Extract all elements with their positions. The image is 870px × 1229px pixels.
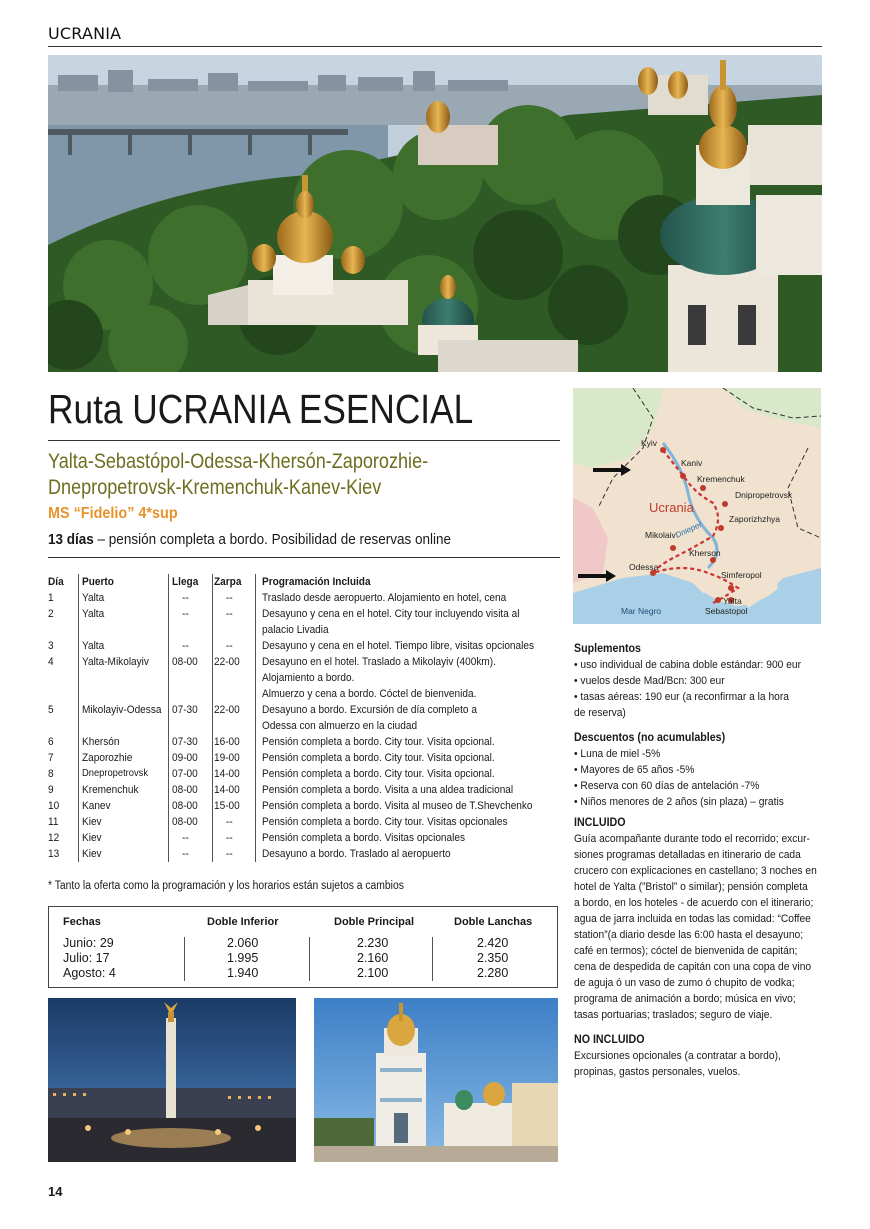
- row-day: 12: [48, 832, 60, 844]
- map-label-kaniv: Kaniv: [681, 458, 703, 468]
- price-divider: [432, 937, 433, 981]
- row-port: Kiev: [82, 832, 102, 844]
- row-port: Kiev: [82, 816, 102, 828]
- row-program: Desayuno y cena en el hotel. City tour incluyendo visita al: [262, 608, 520, 620]
- row-program: Pensión completa a bordo. Visitas opcionales: [262, 832, 466, 844]
- not-included-line: Excursiones opcionales (a contratar a bordo),: [574, 1050, 781, 1062]
- row-depart: --: [226, 608, 233, 620]
- discount-item: • Reserva con 60 días de antelación -7%: [574, 780, 760, 792]
- row-depart: --: [226, 592, 233, 604]
- included-line: station”(a diario desde las 6:00 hasta el desayuno;: [574, 929, 804, 941]
- row-port: Kremenchuk: [82, 784, 139, 796]
- row-day: 11: [48, 816, 59, 828]
- included-title: INCLUIDO: [574, 816, 626, 829]
- discount-item: • Luna de miel -5%: [574, 748, 661, 760]
- row-program: Pensión completa a bordo. City tour. Visitas opcionales: [262, 816, 508, 828]
- price-divider: [184, 937, 185, 981]
- table-row: [48, 814, 560, 830]
- duration-days: 13 días: [48, 531, 94, 548]
- map-label-sea: Mar Negro: [621, 606, 662, 616]
- map-label-yalta: Yalta: [723, 596, 742, 606]
- row-depart: 22-00: [214, 656, 240, 668]
- row-arrive: 08-00: [172, 800, 198, 812]
- table-row: [48, 766, 560, 782]
- table-row: [48, 782, 560, 798]
- row-day: 1: [48, 592, 54, 604]
- included-line: de aguja ó un vaso de zumo ó chupito de vodka;: [574, 977, 795, 989]
- included-line: tasas portuarias; traslados; seguro de viaje.: [574, 1009, 773, 1021]
- row-day: 5: [48, 704, 54, 716]
- price-header-lanchas: Doble Lanchas: [454, 916, 533, 928]
- row-port: Mikolayiv-Odessa: [82, 704, 162, 716]
- section-rule: [48, 46, 822, 47]
- price-value: 2.350: [477, 951, 509, 965]
- included-line: a bordo, en los hoteles - de acuerdo con el itinerario;: [574, 897, 814, 909]
- price-date: Julio: 17: [63, 951, 110, 965]
- row-depart: --: [226, 832, 233, 844]
- included-line: siones programas detalladas en itinerario de cada: [574, 849, 801, 861]
- row-arrive: 07-30: [172, 704, 198, 716]
- price-value: 1.940: [227, 966, 259, 980]
- row-port: Yalta-Mikolayiv: [82, 656, 149, 668]
- price-date: Agosto: 4: [63, 966, 116, 980]
- map-label-dnipropetrovsk: Dnipropetrovsk: [735, 490, 793, 500]
- price-header-dates: Fechas: [63, 916, 101, 928]
- map-label-kyiv: Kyiv: [641, 438, 658, 448]
- itinerary-header: [48, 574, 560, 590]
- row-program: Pensión completa a bordo. City tour. Visita opcional.: [262, 768, 495, 780]
- map-label-kherson: Kherson: [689, 548, 721, 558]
- row-program: Desayuno a bordo. Excursión de día completo a: [262, 704, 477, 716]
- hero-photo: [48, 55, 822, 372]
- map-label-zaporizhzhya: Zaporizhzhya: [729, 514, 781, 524]
- table-row: [48, 734, 560, 750]
- route-line-1: Yalta-Sebastópol-Odessa-Khersón-Zaporozhie-: [48, 450, 429, 473]
- row-arrive: --: [182, 640, 189, 652]
- row-day: 2: [48, 608, 54, 620]
- row-arrive: --: [182, 848, 189, 860]
- route-line-2: Dnepropetrovsk-Kremenchuk-Kanev-Kiev: [48, 476, 382, 499]
- price-value: 2.160: [357, 951, 389, 965]
- price-header-principal: Doble Principal: [334, 916, 415, 928]
- row-program: Traslado desde aeropuerto. Alojamiento en hotel, cena: [262, 592, 507, 604]
- price-table: [48, 906, 558, 988]
- price-value: 2.060: [227, 936, 259, 950]
- row-depart: --: [226, 848, 233, 860]
- col-program: Programación Incluida: [262, 576, 371, 588]
- photo-saint-sophia: [314, 998, 558, 1162]
- row-program: Desayuno en el hotel. Traslado a Mikolayiv (400km).: [262, 656, 496, 668]
- row-port: Dnepropetrovsk: [82, 768, 149, 779]
- map-label-river: Dnieper: [674, 519, 704, 540]
- row-port: Khersón: [82, 736, 120, 748]
- row-arrive: 08-00: [172, 816, 198, 828]
- supplement-item: • tasas aéreas: 190 eur (a reconfirmar a la hora: [574, 691, 790, 703]
- row-program: Pensión completa a bordo. Visita a una aldea tradicional: [262, 784, 514, 796]
- itinerary-table: [48, 574, 560, 862]
- row-arrive: 08-00: [172, 656, 198, 668]
- map-label-sebastopol: Sebastopol: [705, 606, 748, 616]
- row-day: 10: [48, 800, 60, 812]
- discount-item: • Mayores de 65 años -5%: [574, 764, 695, 776]
- row-program-cont: palacio Livadia: [262, 624, 329, 636]
- row-day: 9: [48, 784, 54, 796]
- duration: [48, 531, 451, 548]
- col-day: Día: [48, 576, 64, 588]
- row-program-cont: Almuerzo y cena a bordo. Cóctel de bienvenida.: [262, 688, 477, 700]
- table-row: [48, 654, 560, 702]
- table-row: [48, 606, 560, 638]
- table-row: [48, 750, 560, 766]
- included-line: programa de animación a bordo; música en vivo;: [574, 993, 796, 1005]
- row-program-cont: Alojamiento a bordo.: [262, 672, 355, 684]
- row-depart: 16-00: [214, 736, 240, 748]
- row-depart: 14-00: [214, 784, 240, 796]
- row-port: Kanev: [82, 800, 111, 812]
- row-depart: 15-00: [214, 800, 240, 812]
- table-row: [48, 830, 560, 846]
- included-line: crucero con explicaciones en castellano; 3 noches en: [574, 865, 817, 877]
- row-arrive: 07-30: [172, 736, 198, 748]
- included-line: hotel de Yalta (”Bristol” o similar); pensión completa: [574, 881, 808, 893]
- section-label: UCRANIA: [48, 24, 122, 43]
- row-day: 6: [48, 736, 54, 748]
- col-arrive: Llega: [172, 576, 199, 588]
- page-number: 14: [48, 1184, 63, 1199]
- included-line: Guía acompañante durante todo el recorrido; excur-: [574, 833, 810, 845]
- table-row: [48, 638, 560, 654]
- included-section: [574, 815, 824, 1023]
- row-program: Pensión completa a bordo. Visita al museo de T.Shevchenko: [262, 800, 533, 812]
- row-arrive: 08-00: [172, 784, 198, 796]
- price-date: Junio: 29: [63, 936, 114, 950]
- row-day: 13: [48, 848, 60, 860]
- price-value: 2.100: [357, 966, 389, 980]
- route-map: [573, 388, 821, 624]
- price-header-inferior: Doble Inferior: [207, 916, 279, 928]
- discounts-section: [574, 730, 824, 810]
- row-arrive: 07-00: [172, 768, 198, 780]
- table-row: [48, 846, 560, 862]
- supplements-section: [574, 641, 824, 721]
- supplements-title: Suplementos: [574, 642, 641, 655]
- row-program: Pensión completa a bordo. City tour. Visita opcional.: [262, 736, 495, 748]
- row-program: Desayuno y cena en el hotel. Tiempo libre, visitas opcionales: [262, 640, 535, 652]
- row-port: Yalta: [82, 592, 105, 604]
- not-included-section: [574, 1032, 824, 1080]
- row-day: 3: [48, 640, 54, 652]
- included-line: café en termos); cóctel de bienvenida de capitán;: [574, 945, 798, 957]
- map-label-odessa: Odessa: [629, 562, 659, 572]
- ship-name: MS “Fidelio” 4*sup: [48, 505, 178, 522]
- included-line: agua de jarra incluida en todas las comidad: “Coffee: [574, 913, 811, 925]
- row-program: Desayuno a bordo. Traslado al aeropuerto: [262, 848, 451, 860]
- discounts-title: Descuentos (no acumulables): [574, 731, 726, 744]
- row-day: 4: [48, 656, 54, 668]
- photo-independence-square: [48, 998, 296, 1162]
- map-label-country: Ucrania: [649, 500, 694, 515]
- title-rule: [48, 440, 560, 441]
- main-title: Ruta UCRANIA ESENCIAL: [48, 386, 474, 432]
- included-line: cena de despedida de capitán con una copa de vino: [574, 961, 812, 973]
- map-label-kremenchuk: Kremenchuk: [697, 474, 745, 484]
- table-row: [48, 702, 560, 734]
- not-included-title: NO INCLUIDO: [574, 1033, 645, 1046]
- row-program: Pensión completa a bordo. City tour. Visita opcional.: [262, 752, 495, 764]
- row-day: 8: [48, 768, 54, 780]
- row-arrive: 09-00: [172, 752, 198, 764]
- row-program-cont: Odessa con almuerzo en la ciudad: [262, 720, 418, 732]
- map-label-simferopol: Simferopol: [721, 570, 762, 580]
- row-arrive: --: [182, 608, 189, 620]
- row-arrive: --: [182, 592, 189, 604]
- table-row: [48, 798, 560, 814]
- duration-rule: [48, 557, 560, 558]
- row-port: Yalta: [82, 640, 105, 652]
- duration-detail: – pensión completa a bordo. Posibilidad de reservas online: [93, 531, 452, 548]
- row-arrive: --: [182, 832, 189, 844]
- row-day: 7: [48, 752, 54, 764]
- price-value: 2.280: [477, 966, 509, 980]
- price-value: 2.420: [477, 936, 509, 950]
- map-label-mikolaiv: Mikolaiv: [645, 530, 676, 540]
- table-row: [48, 590, 560, 606]
- price-divider: [309, 937, 310, 981]
- not-included-line: propinas, gastos personales, vuelos.: [574, 1066, 741, 1078]
- row-depart: --: [226, 816, 233, 828]
- row-depart: 14-00: [214, 768, 240, 780]
- row-depart: 19-00: [214, 752, 240, 764]
- supplement-item: de reserva): [574, 707, 626, 719]
- row-port: Zaporozhie: [82, 752, 133, 764]
- row-depart: --: [226, 640, 233, 652]
- price-value: 1.995: [227, 951, 259, 965]
- col-depart: Zarpa: [214, 576, 242, 588]
- supplement-item: • vuelos desde Mad/Bcn: 300 eur: [574, 675, 725, 687]
- discount-item: • Niños menores de 2 años (sin plaza) – gratis: [574, 796, 784, 808]
- col-port: Puerto: [82, 576, 114, 588]
- supplement-item: • uso individual de cabina doble estándar: 900 eur: [574, 659, 802, 671]
- price-value: 2.230: [357, 936, 389, 950]
- row-port: Kiev: [82, 848, 102, 860]
- row-port: Yalta: [82, 608, 105, 620]
- row-depart: 22-00: [214, 704, 240, 716]
- footnote: * Tanto la oferta como la programación y los horarios están sujetos a cambios: [48, 880, 404, 892]
